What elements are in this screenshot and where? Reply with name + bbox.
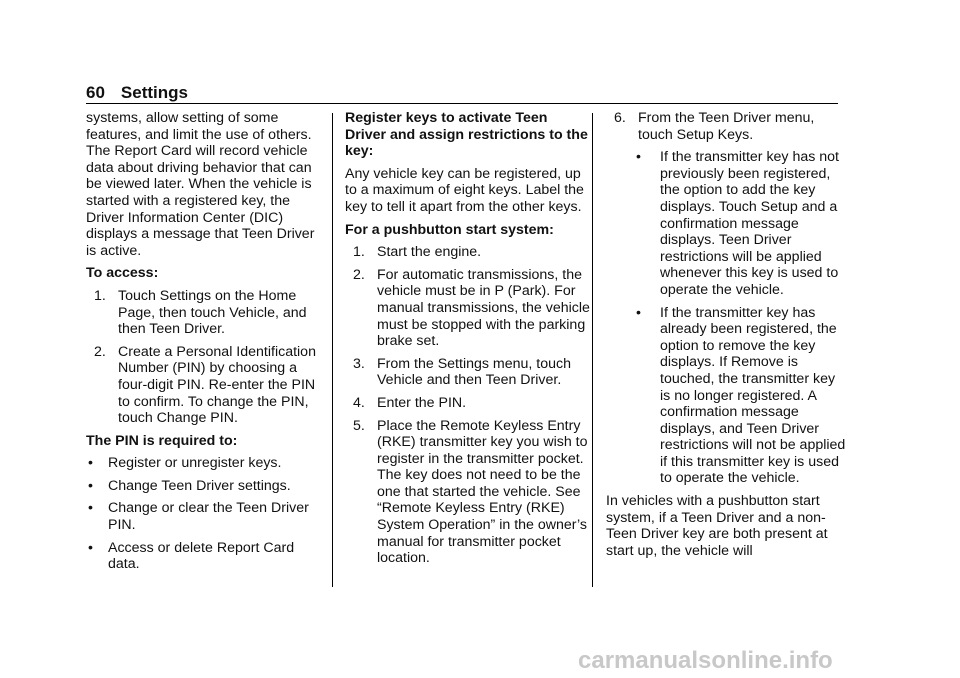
step-text: From the Teen Driver menu, touch Setup Keys. — [638, 110, 815, 143]
step-text: Place the Remote Keyless Entry (RKE) transmitter key you wish to register in the transmitter pocket. The key does not need to be the one that started the vehicle. See “Remote Keyless Entry (RKE) System Operation” in the owner’s manual for transmitter pocket location. — [377, 417, 588, 567]
page-number: 60 — [86, 83, 105, 102]
column-2 — [345, 110, 590, 573]
pin-item — [86, 500, 326, 533]
bullet-glyph: • — [636, 149, 641, 166]
register-step — [345, 395, 590, 412]
register-step — [345, 244, 590, 261]
step-number: 2. — [94, 343, 106, 360]
access-step — [86, 344, 326, 427]
step-text: Create a Personal Identification Number (PIN) by choosing a four-digit PIN. Re-enter the PIN to confirm. To change the PIN, touch Change PIN. — [118, 343, 316, 427]
column-divider-1 — [332, 113, 333, 587]
step-text: Enter the PIN. — [377, 394, 467, 411]
column-divider-2 — [592, 113, 593, 587]
column-1 — [86, 110, 326, 579]
pin-item-text: Change Teen Driver settings. — [108, 477, 291, 494]
register-heading: Register keys to activate Teen Driver and assign restrictions to the key: — [345, 110, 588, 160]
closing-paragraph: In vehicles with a pushbutton start system, if a Teen Driver and a non-Teen Driver key are both present at start up, the vehicle will — [606, 493, 828, 559]
step-number: 2. — [353, 266, 365, 283]
step-number: 3. — [353, 355, 365, 372]
pin-item-text: Change or clear the Teen Driver PIN. — [108, 500, 309, 534]
step-text: From the Settings menu, touch Vehicle and then Teen Driver. — [377, 355, 571, 389]
step-number: 5. — [353, 417, 365, 434]
pin-item — [86, 540, 326, 573]
pushbutton-heading: For a pushbutton start system: — [345, 221, 554, 238]
step-text: Touch Settings on the Home Page, then touch Vehicle, and then Teen Driver. — [118, 287, 307, 338]
access-step — [86, 288, 326, 338]
setup-keys-item — [606, 149, 846, 298]
register-step — [345, 356, 590, 389]
pin-item-text: Register or unregister keys. — [108, 455, 282, 472]
section-title: Settings — [120, 83, 188, 102]
step-text: Start the engine. — [377, 244, 482, 261]
bullet-glyph: • — [88, 500, 93, 517]
step-number: 1. — [94, 287, 106, 304]
pin-item-text: Access or delete Report Card data. — [108, 539, 295, 573]
register-step — [606, 110, 846, 143]
step-number: 4. — [353, 394, 365, 411]
bullet-glyph: • — [88, 539, 93, 556]
register-step — [345, 418, 590, 567]
register-paragraph: Any vehicle key can be registered, up to a maximum of eight keys. Label the key to tell it apart from the other keys. — [345, 165, 584, 215]
step-number: 1. — [353, 244, 365, 261]
bullet-glyph: • — [88, 455, 93, 472]
column-3 — [606, 110, 846, 565]
setup-keys-item — [606, 305, 846, 488]
header-rule — [86, 103, 838, 104]
access-heading: To access: — [86, 265, 159, 282]
step-text: For automatic transmissions, the vehicle must be in P (Park). For manual transmissions, the vehicle must be stopped with the parking brake set. — [377, 266, 590, 350]
watermark: carmanualsonline.info — [578, 647, 833, 674]
setup-keys-text: If the transmitter key has not previously been registered, the option to add the key displays. Touch Setup and a confirmation message displays. Teen Driver restrictions will be applied whenever this key is used to operate the vehicle. — [660, 149, 839, 298]
bullet-glyph: • — [88, 477, 93, 494]
pin-item — [86, 478, 326, 495]
intro-paragraph: systems, allow setting of some features, and limit the use of others. The Report Card will record vehicle data about driving behavior that can be viewed later. When the vehicle is started with a registered key, the Driver Information Center (DIC) displays a message that Teen Driver is active. — [86, 110, 315, 259]
pin-item — [86, 455, 326, 472]
step-number: 6. — [614, 110, 626, 126]
page-header — [86, 82, 838, 104]
setup-keys-text: If the transmitter key has already been registered, the option to remove the key displays. If Remove is touched, the transmitter key is no longer registered. A confirmation message displays, and Teen Driver restrictions will not be applied if this transmitter key is used to operate the vehicle. — [660, 304, 846, 487]
register-step — [345, 267, 590, 350]
bullet-glyph: • — [636, 304, 641, 321]
pin-heading: The PIN is required to: — [86, 432, 238, 449]
